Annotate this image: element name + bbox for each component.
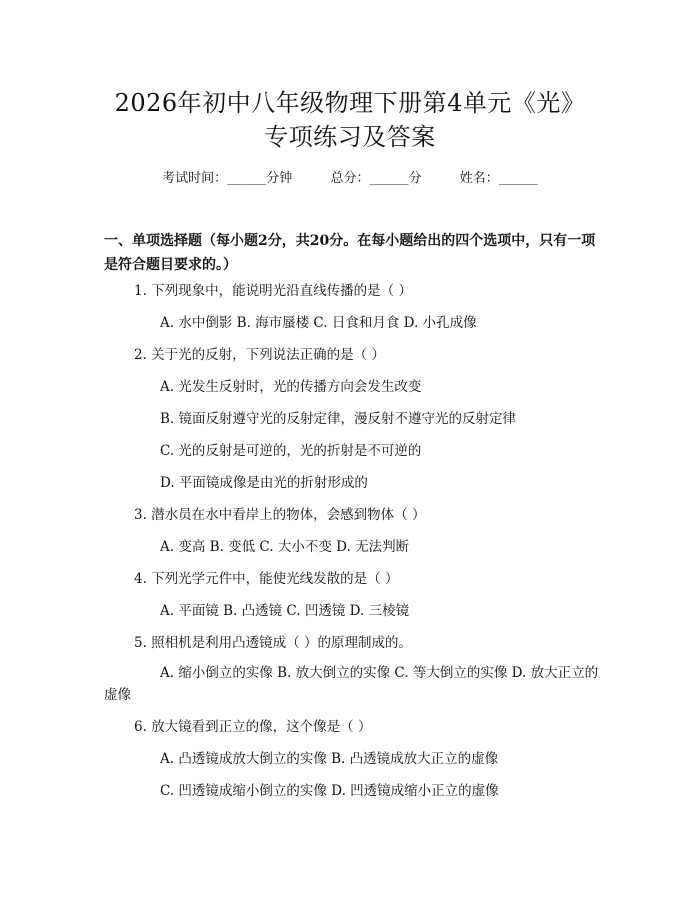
question-option: B. 镜面反射遵守光的反射定律，漫反射不遵守光的反射定律: [160, 411, 517, 427]
time-blank: ______: [227, 171, 267, 186]
exam-info-row: [0, 167, 700, 186]
question-stem: 5. 照相机是利用凸透镜成（ ）的原理制成的。: [134, 635, 412, 651]
question-stem: 4. 下列光学元件中，能使光线发散的是（ ）: [134, 571, 399, 587]
question-option: A. 凸透镜成放大倒立的实像 B. 凸透镜成放大正立的虚像: [160, 751, 499, 767]
document-title-line-1: 2026年初中八年级物理下册第4单元《光》: [114, 89, 586, 117]
question-stem: 1. 下列现象中，能说明光沿直线传播的是（ ）: [134, 283, 412, 299]
question-stem: 6. 放大镜看到正立的像，这个像是（ ）: [134, 719, 372, 735]
document-title-line-2: 专项练习及答案: [264, 123, 436, 151]
name-label: 姓名：: [459, 171, 499, 186]
question-option: C. 光的反射是可逆的，光的折射是不可逆的: [160, 443, 422, 459]
score-label: 总分：: [330, 171, 370, 186]
question-options: A. 平面镜 B. 凸透镜 C. 凹透镜 D. 三棱镜: [160, 603, 410, 619]
question-option: A. 光发生反射时，光的传播方向会发生改变: [160, 379, 422, 395]
time-label: 考试时间：: [162, 171, 228, 186]
section-heading: 一、单项选择题（每小题2分，共20分。在每小题给出的四个选项中，只有一项是符合题目要求的。）: [104, 233, 596, 273]
time-unit: 分钟: [266, 171, 293, 186]
score-blank: ______: [369, 171, 409, 186]
question-stem: 2. 关于光的反射，下列说法正确的是（ ）: [134, 347, 385, 363]
question-stem: 3. 潜水员在水中看岸上的物体，会感到物体（ ）: [134, 507, 426, 523]
score-unit: 分: [408, 171, 422, 186]
question-option: D. 平面镜成像是由光的折射形成的: [160, 475, 368, 491]
question-options: A. 缩小倒立的实像 B. 放大倒立的实像 C. 等大倒立的实像 D. 放大正立的虚像: [104, 665, 599, 703]
question-option: C. 凹透镜成缩小倒立的实像 D. 凹透镜成缩小正立的虚像: [160, 783, 499, 799]
question-options: A. 水中倒影 B. 海市蜃楼 C. 日食和月食 D. 小孔成像: [160, 315, 477, 331]
name-blank: ______: [498, 171, 538, 186]
question-options: A. 变高 B. 变低 C. 大小不变 D. 无法判断: [160, 539, 410, 555]
